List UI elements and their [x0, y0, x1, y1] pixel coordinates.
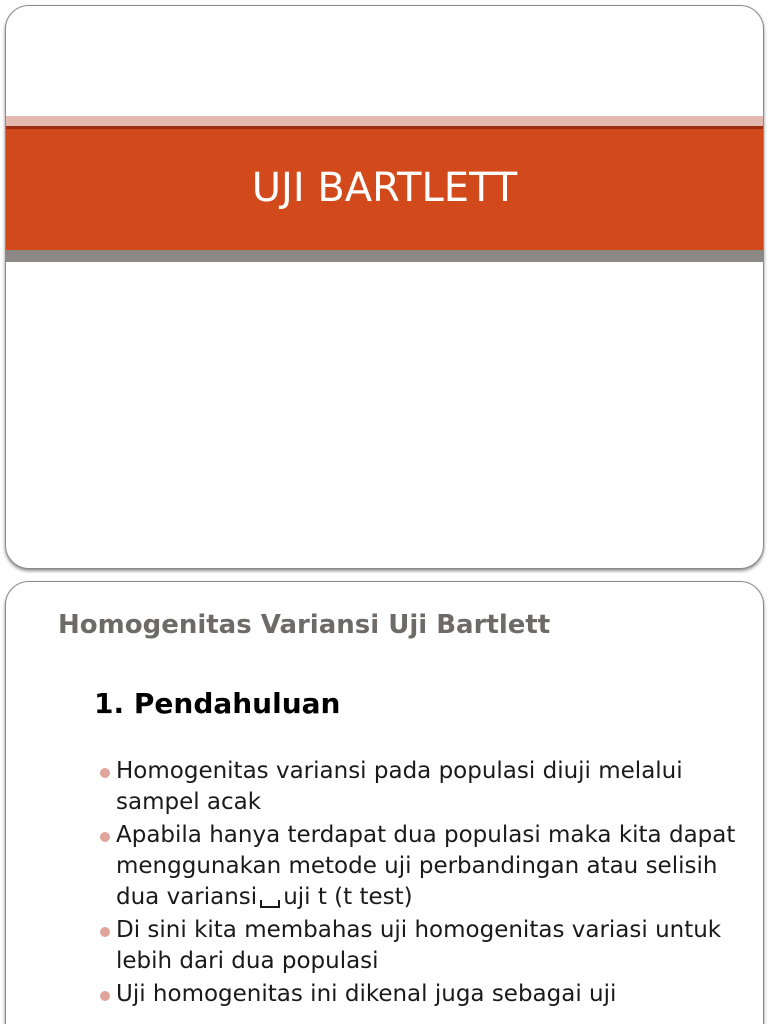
title-band-top	[6, 116, 763, 126]
bullet-text-continued: uji t (t test)	[283, 884, 413, 910]
bullet-list	[96, 756, 736, 1012]
bullet-icon	[100, 991, 110, 1001]
list-item	[96, 979, 736, 1010]
bullet-icon	[100, 927, 110, 937]
list-item	[96, 820, 736, 913]
title-band-bottom	[6, 250, 763, 262]
slide-heading: Homogenitas Variansi Uji Bartlett	[58, 610, 551, 640]
bullet-icon	[100, 768, 110, 778]
slide-2[interactable]	[5, 581, 764, 1024]
slide-1[interactable]	[5, 5, 764, 569]
bullet-text: Uji homogenitas ini dikenal juga sebagai uji	[116, 981, 617, 1007]
slide-title: UJI BARTLETT	[251, 164, 518, 211]
equation-placeholder-icon	[260, 900, 280, 908]
list-item	[96, 915, 736, 977]
title-bar	[6, 129, 763, 250]
bullet-text: Homogenitas variansi pada populasi diuji melalui sampel acak	[116, 758, 683, 815]
bullet-text: Di sini kita membahas uji homogenitas variasi untuk lebih dari dua populasi	[116, 917, 722, 974]
list-item	[96, 756, 736, 818]
bullet-icon	[100, 832, 110, 842]
section-title: 1. Pendahuluan	[94, 687, 341, 720]
bullet-text: Apabila hanya terdapat dua populasi maka kita dapat menggunakan metode uji perbandingan atau selisih dua variansi	[116, 822, 736, 910]
